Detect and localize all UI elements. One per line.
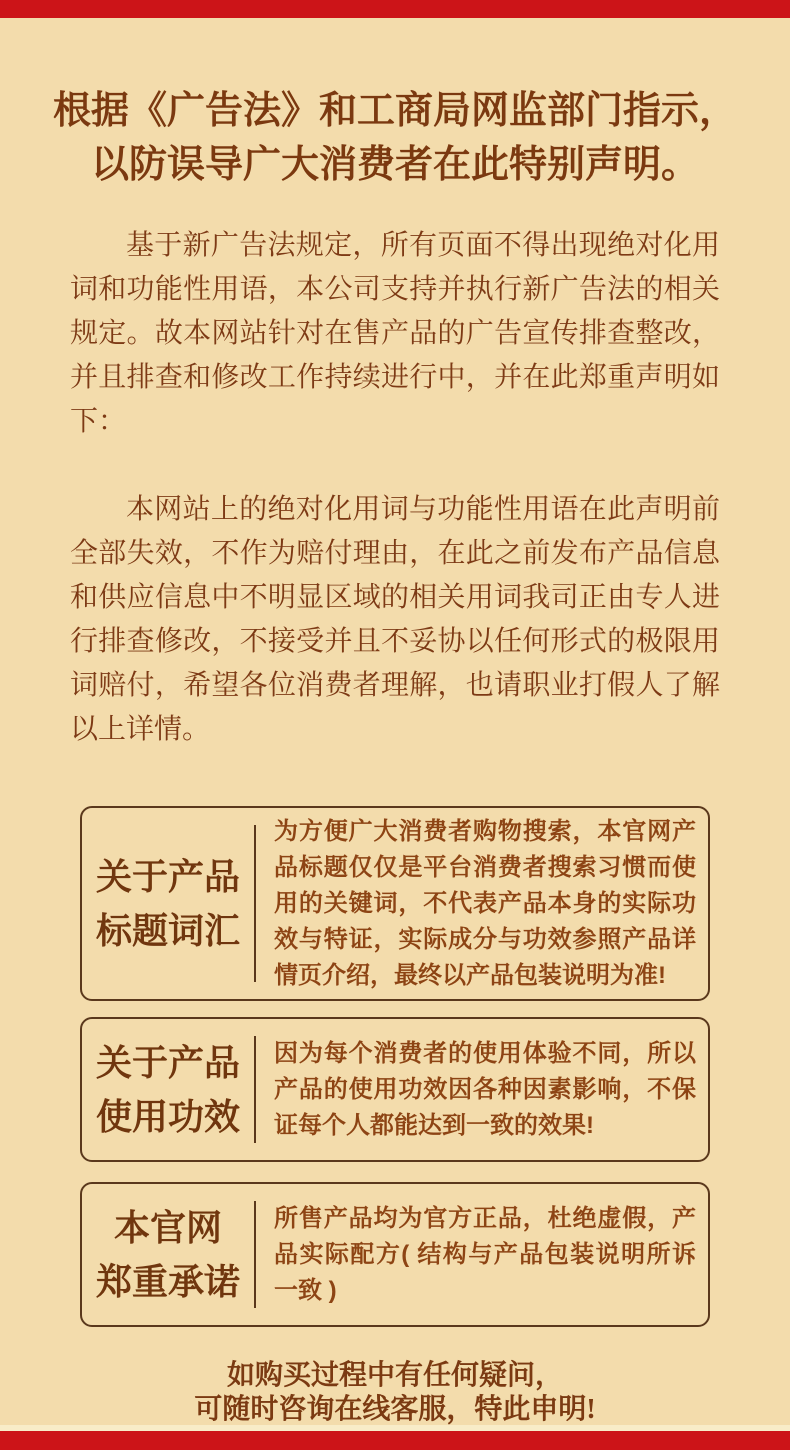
footer-note-line-2: 可随时咨询在线客服，特此申明! <box>194 1394 596 1425</box>
notice-box-product-title-words <box>80 806 710 1001</box>
notice-box-label-line-1: 关于产品 <box>95 1042 240 1083</box>
notice-box-official-promise <box>80 1182 710 1327</box>
footer-note <box>0 1359 790 1427</box>
intro-paragraph-1: 基于新广告法规定，所有页面不得出现绝对化用词和功能性用语，本公司支持并执行新广告法的相关规定。故本网站针对在售产品的广告宣传排查整改，并且排查和修改工作持续进行中，并在此郑重声明如下： <box>70 230 720 437</box>
page-title <box>0 84 790 192</box>
notice-box-label <box>82 850 254 958</box>
bottom-red-bar <box>0 1431 790 1450</box>
notice-box-label <box>82 1036 254 1144</box>
footer-note-line-1: 如购买过程中有任何疑问， <box>226 1360 563 1391</box>
notice-box-content: 所售产品均为官方正品，杜绝虚假，产品实际配方( 结构与产品包装说明所诉一致 ) <box>274 1204 696 1304</box>
notice-box-content: 因为每个消费者的使用体验不同，所以产品的使用功效因各种因素影响，不保证每个人都能达到一致的效果! <box>274 1039 696 1139</box>
notice-box-list <box>0 806 790 1327</box>
intro-paragraph-2: 本网站上的绝对化用词与功能性用语在此声明前全部失效，不作为赔付理由，在此之前发布产品信息和供应信息中不明显区域的相关用词我司正由专人进行排查修改，不接受并且不妥协以任何形式的极限用词赔付，希望各位消费者理解，也请职业打假人了解以上详情。 <box>70 494 720 745</box>
notice-box-product-effect <box>80 1017 710 1162</box>
notice-box-label <box>82 1201 254 1309</box>
page-title-line-1: 根据《广告法》和工商局网监部门指示， <box>52 90 737 132</box>
page-title-line-2: 以防误导广大消费者在此特别声明。 <box>90 144 699 186</box>
notice-box-label-line-2: 使用功效 <box>95 1096 240 1137</box>
notice-box-label-line-1: 关于产品 <box>95 856 240 897</box>
notice-box-label-line-2: 标题词汇 <box>95 910 240 951</box>
notice-box-label-line-1: 本官网 <box>113 1207 222 1248</box>
notice-box-content: 为方便广大消费者购物搜索，本官网产品标题仅仅是平台消费者搜索习惯而使用的关键词，不代表产品本身的实际功效与特证，实际成分与功效参照产品详情页介绍，最终以产品包装说明为准! <box>274 817 696 989</box>
top-red-bar <box>0 0 790 18</box>
notice-box-label-line-2: 郑重承诺 <box>95 1261 240 1302</box>
